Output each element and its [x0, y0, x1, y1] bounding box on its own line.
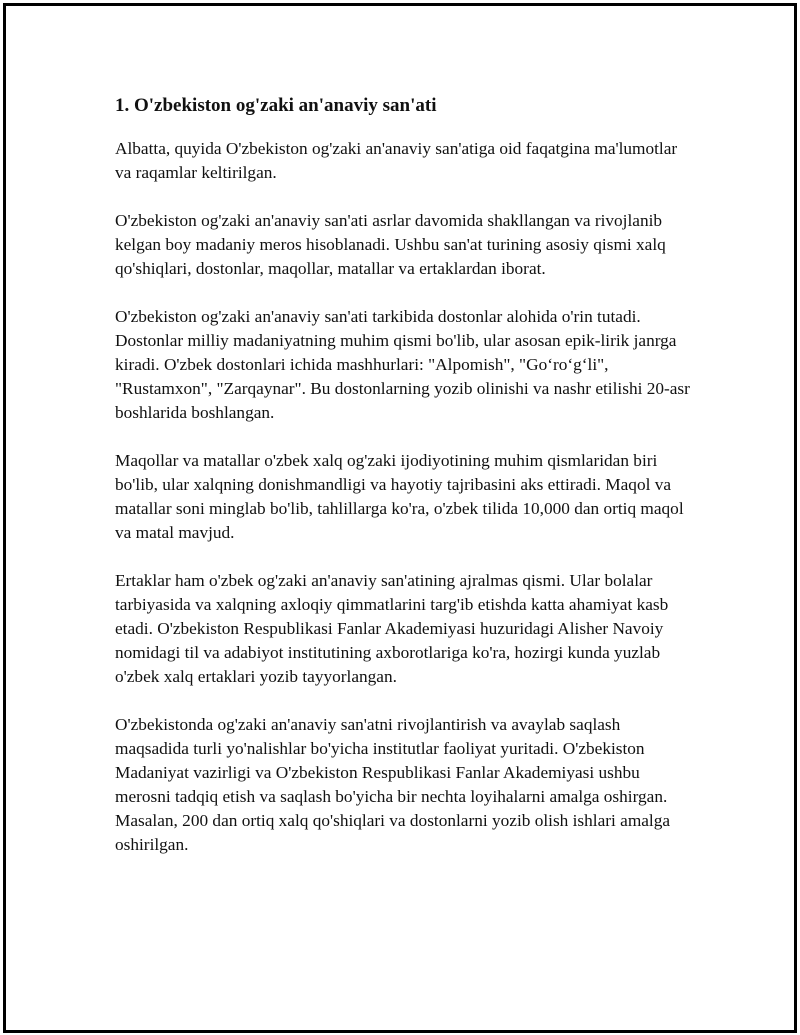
paragraph-institutions: O'zbekistonda og'zaki an'anaviy san'atni rivojlantirish va avaylab saqlash maqsadida turli yo'nalishlar bo'yicha institutlar faoliyat yuritadi. O'zbekiston Madaniyat vazirligi va O'zbekiston Respublikasi Fanlar Akademiyasi ushbu merosni tadqiq etish va saqlash bo'yicha bir nechta loyihalarni amalga oshirgan. Masalan, 200 dan ortiq xalq qo'shiqlari va dostonlarni yozib olish ishlari amalga oshirilgan. — [115, 715, 671, 854]
document-body — [115, 92, 695, 881]
section-title: 1. O'zbekiston og'zaki an'anaviy san'ati — [115, 95, 437, 116]
paragraph-ertaklar: Ertaklar ham o'zbek og'zaki an'anaviy san'atining ajralmas qismi. Ular bolalar tarbiyasida va xalqning axloqiy qimmatlarini targ'ib etishda katta ahamiyat kasb etadi. O'zbekiston Respublikasi Fanlar Akademiyasi huzuridagi Alisher Navoiy nomidagi til va adabiyot institutining axborotlariga ko'ra, hozirgi kunda yuzlab o'zbek xalq ertaklari yozib tayyorlangan. — [115, 571, 669, 686]
paragraph-overview: O'zbekiston og'zaki an'anaviy san'ati asrlar davomida shakllangan va rivojlanib kelgan boy madaniy meros hisoblanadi. Ushbu san'at turining asosiy qismi xalq qo'shiqlari, dostonlar, maqollar, matallar va ertaklardan iborat. — [115, 211, 666, 278]
paragraph-maqollar: Maqollar va matallar o'zbek xalq og'zaki ijodiyotining muhim qismlaridan biri bo'lib, ular xalqning donishmandligi va hayotiy tajribasini aks ettiradi. Maqol va matallar soni minglab bo'lib, tahlillarga ko'ra, o'zbek tilida 10,000 dan ortiq maqol va matal mavjud. — [115, 451, 684, 542]
paragraph-dostonlar: O'zbekiston og'zaki an'anaviy san'ati tarkibida dostonlar alohida o'rin tutadi. Dostonlar milliy madaniyatning muhim qismi bo'lib, ular asosan epik-lirik janrga kiradi. O'zbek dostonlari ichida mashhurlari: "Alpomish", "Go‘ro‘g‘li", "Rustamxon", "Zarqaynar". Bu dostonlarning yozib olinishi va nashr etilishi 20-asr boshlarida boshlangan. — [115, 307, 690, 422]
paragraph-intro: Albatta, quyida O'zbekiston og'zaki an'anaviy san'atiga oid faqatgina ma'lumotlar va raqamlar keltirilgan. — [115, 139, 678, 182]
